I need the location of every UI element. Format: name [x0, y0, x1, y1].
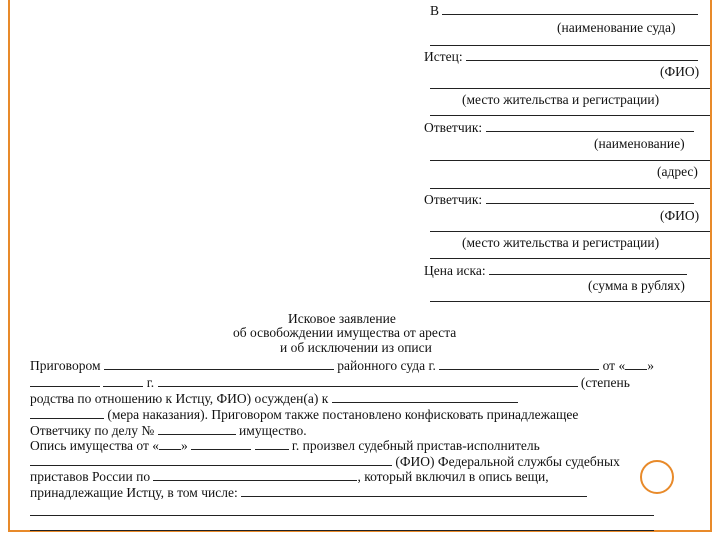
blank: [158, 374, 578, 387]
blank: [103, 374, 143, 387]
blank: [153, 468, 357, 481]
blank: [332, 390, 518, 403]
body-line-8: приставов России по , который включил в опись вещи,: [30, 469, 549, 484]
court-blank: [442, 2, 698, 15]
court-rule: [430, 45, 710, 46]
fill-rule-1: [30, 515, 654, 516]
defendant2-line: Ответчик:: [424, 191, 694, 208]
court-caption: (наименование суда): [557, 20, 676, 35]
doc-title: Исковое заявление: [288, 311, 396, 326]
defendant2-address-caption: (место жительства и регистрации): [462, 235, 660, 250]
blank: [158, 422, 236, 435]
defendant1-address-caption: (адрес): [657, 164, 698, 179]
blank: [30, 406, 104, 419]
body-line-4: (мера наказания). Приговором также постановлено конфисковать принадлежащее: [30, 406, 578, 423]
doc-title-line3: и об исключении из описи: [280, 340, 432, 355]
blank: [159, 437, 181, 450]
body-line-7: (ФИО) Федеральной службы судебных: [30, 453, 620, 470]
blank: [104, 357, 334, 370]
blank: [30, 374, 100, 387]
plaintiff-address-rule: [430, 115, 710, 116]
blank: [191, 437, 251, 450]
defendant1-blank: [486, 119, 694, 132]
blank: [241, 484, 587, 497]
blank: [255, 437, 289, 450]
defendant2-blank: [486, 191, 694, 204]
plaintiff-address-caption: (место жительства и регистрации): [462, 92, 660, 107]
claim-price-caption: (сумма в рублях): [588, 278, 685, 293]
blank: [30, 453, 392, 466]
plaintiff-rule: [430, 88, 710, 89]
defendant1-rule: [430, 160, 710, 161]
body-line-9: принадлежащие Истцу, в том числе:: [30, 484, 587, 501]
blank: [625, 357, 647, 370]
body-line-6: Опись имущества от « » г. произвел судебный пристав-исполнитель: [30, 438, 540, 453]
claim-price-line: Цена иска:: [424, 262, 687, 279]
plaintiff-caption: (ФИО): [660, 64, 700, 79]
court-line: В: [430, 2, 698, 19]
doc-title-line2: об освобождении имущества от ареста: [233, 325, 457, 340]
defendant1-caption: (наименование): [594, 136, 685, 151]
plaintiff-line: Истец:: [424, 48, 698, 65]
body-line-2: г. (степень: [30, 374, 630, 391]
defendant2-address-rule: [430, 258, 710, 259]
fill-rule-2: [30, 530, 654, 531]
defendant2-caption: (ФИО): [660, 208, 700, 223]
body-line-3: родства по отношению к Истцу, ФИО) осужден(а) к: [30, 390, 518, 407]
body-line-1: Приговором районного суда г. от « »: [30, 358, 654, 373]
body-line-5: Ответчику по делу № имущество.: [30, 423, 307, 438]
defendant2-rule: [430, 231, 710, 232]
claim-price-rule: [430, 301, 710, 302]
plaintiff-blank: [466, 48, 698, 61]
blank: [439, 357, 599, 370]
claim-price-blank: [489, 262, 687, 275]
defendant1-address-rule: [430, 188, 710, 189]
defendant1-line: Ответчик:: [424, 119, 694, 136]
decorative-circle: [640, 460, 674, 494]
